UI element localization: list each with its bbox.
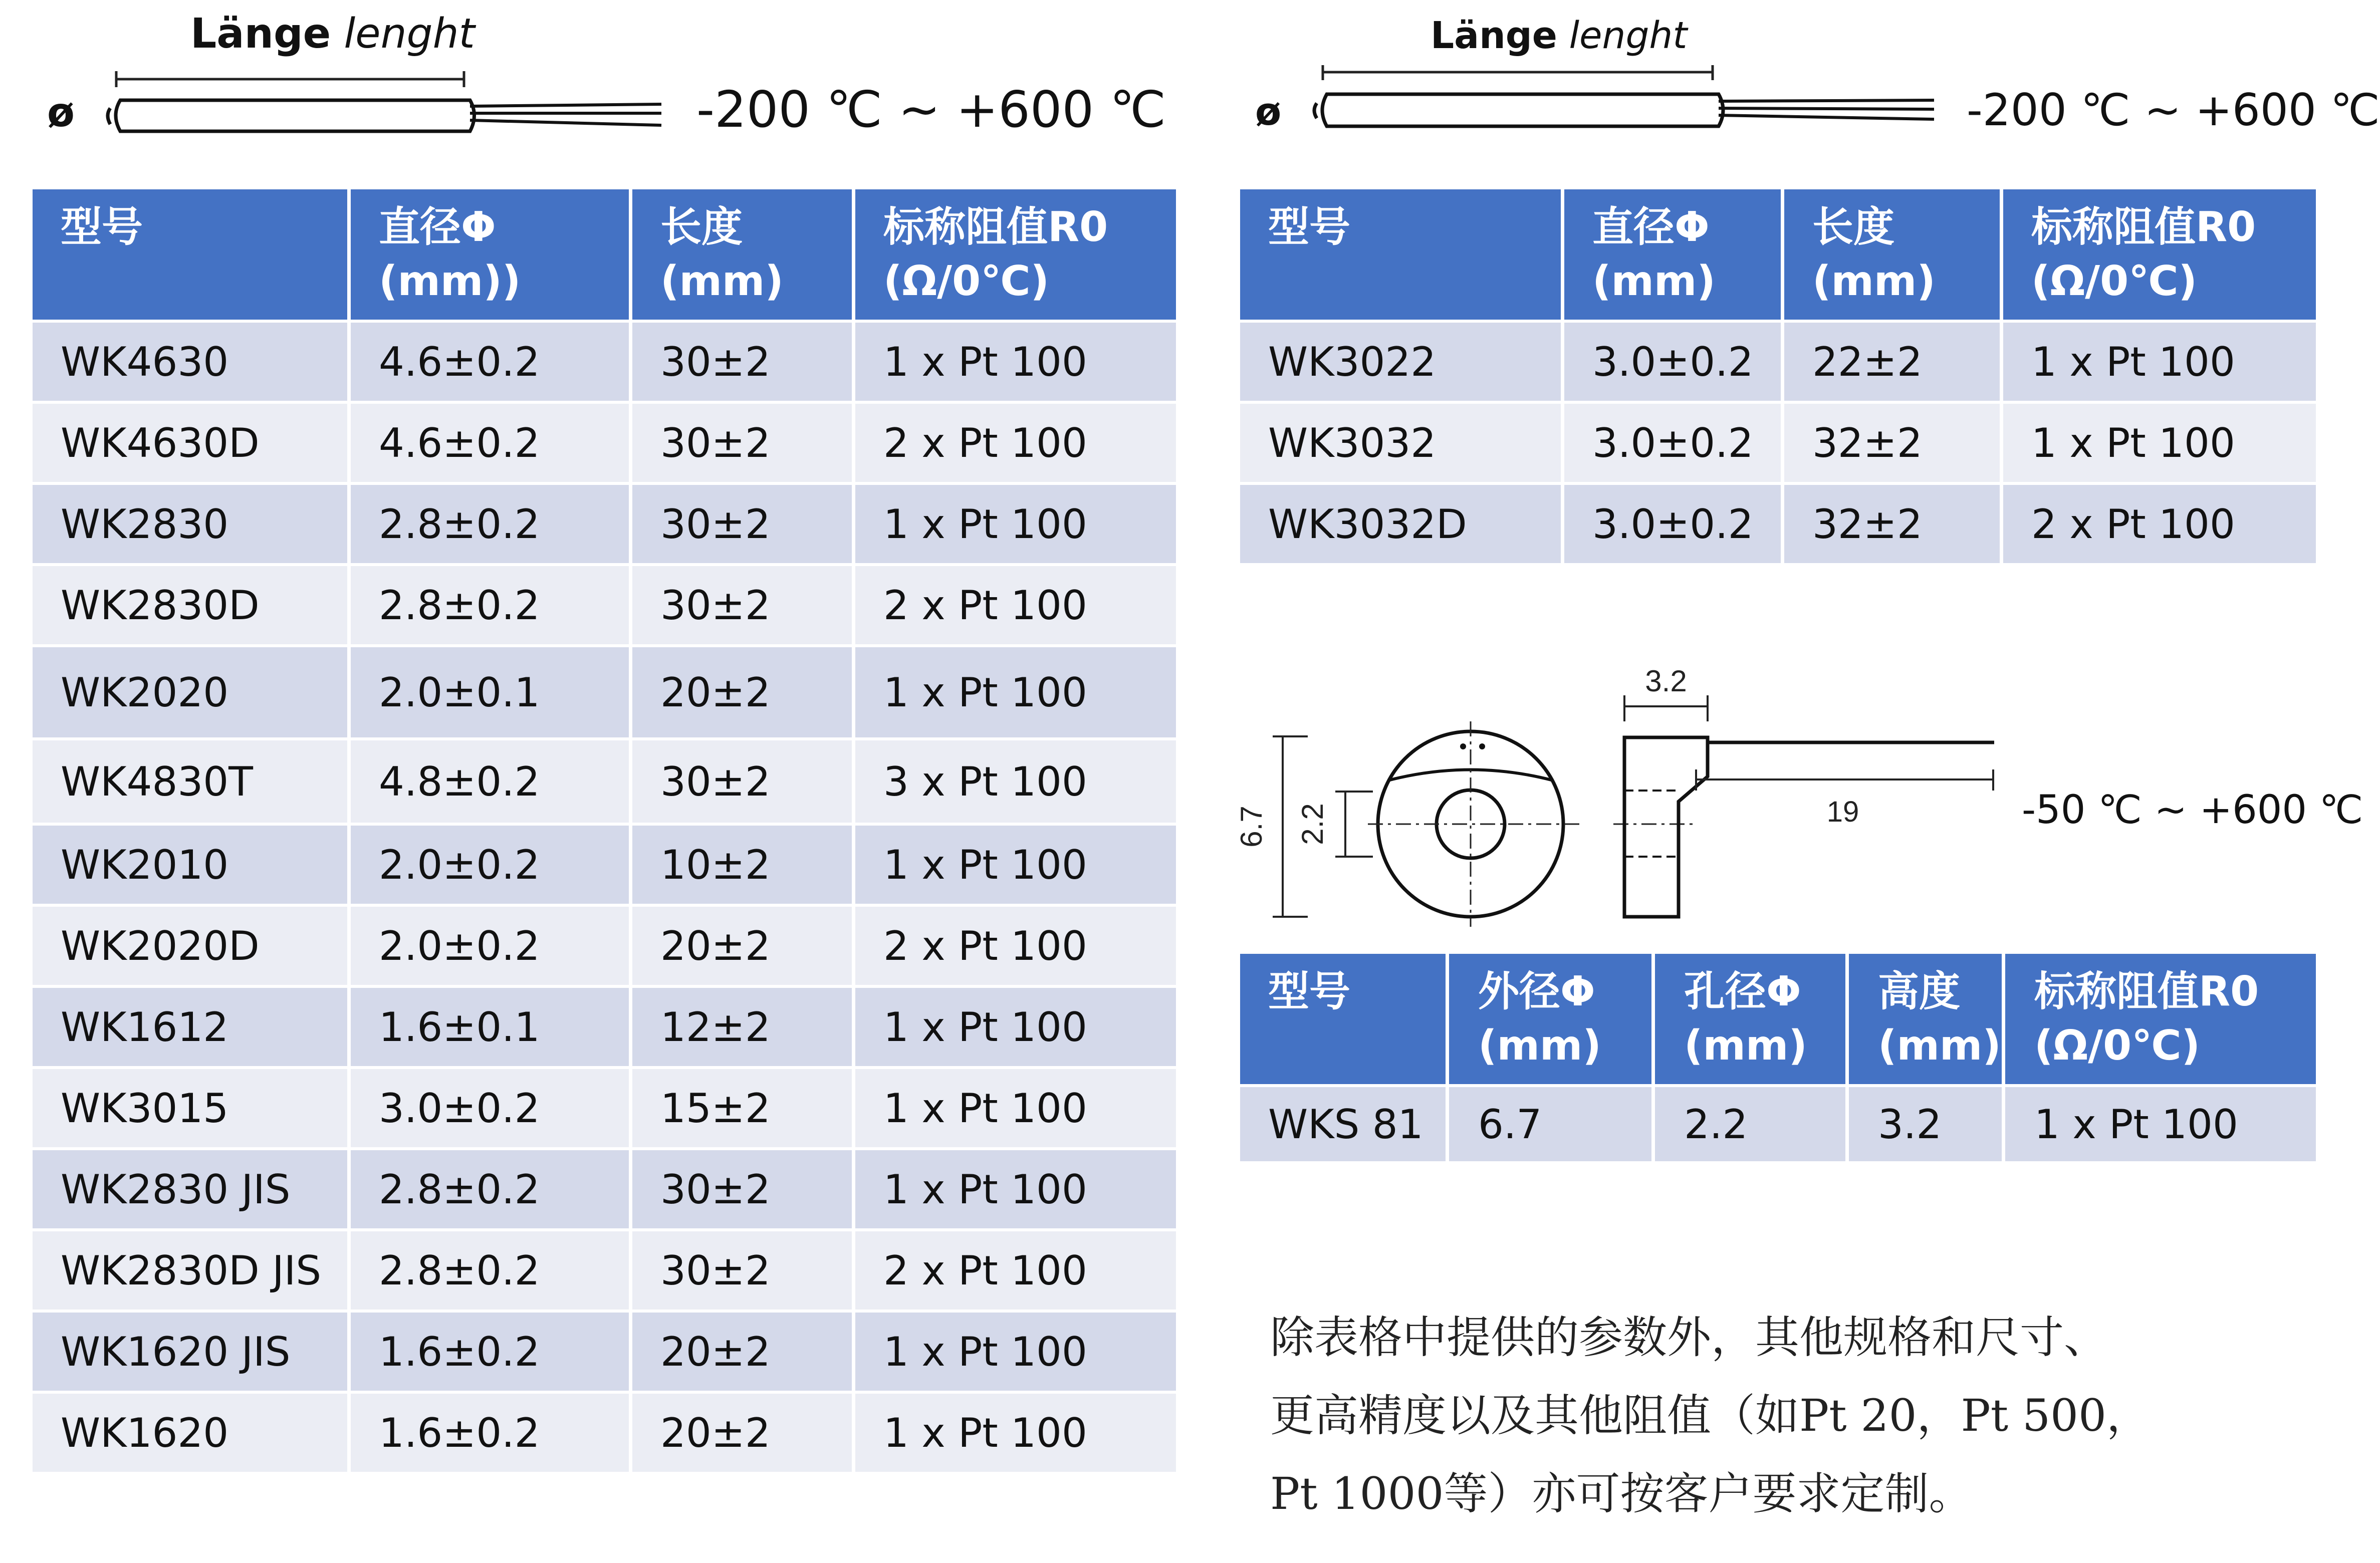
- cell-model: WK2830 JIS: [33, 1150, 347, 1228]
- dim-outer-label: 6.7: [1235, 806, 1268, 848]
- cell-diameter: 3.0±0.2: [1564, 323, 1781, 401]
- table-row: [1240, 485, 2316, 563]
- right-temp-range: -200 ℃ ~ +600 ℃: [1967, 84, 2380, 136]
- left-length-label: [190, 10, 475, 58]
- left-header-diameter: 直径Φ (mm)): [351, 189, 629, 320]
- cell-resistance: 1 x Pt 100: [855, 1394, 1176, 1472]
- cell-resistance: 1 x Pt 100: [855, 1069, 1176, 1147]
- right-bottom-header-outer: 外径Φ (mm): [1449, 954, 1651, 1084]
- right-bottom-table-header: [1240, 954, 2316, 1084]
- cell-resistance: 1 x Pt 100: [855, 647, 1176, 737]
- right-bottom-header-hole: 孔径Φ (mm): [1655, 954, 1845, 1084]
- left-table-header: [33, 189, 1176, 320]
- right-top-header-model: 型号: [1240, 189, 1561, 320]
- left-length-label-de: Länge: [190, 10, 331, 58]
- table-row: [33, 404, 1176, 482]
- cell-resistance: 2 x Pt 100: [855, 1231, 1176, 1310]
- cell-resistance: 2 x Pt 100: [2003, 485, 2316, 563]
- table-row: [33, 907, 1176, 985]
- right-bottom-header-resistance: 标称阻值R0 (Ω/0℃): [2005, 954, 2316, 1084]
- right-bottom-header-height: 高度 (mm): [1849, 954, 2002, 1084]
- cell-model: WK2830D JIS: [33, 1231, 347, 1310]
- cell-diameter: 2.0±0.1: [351, 647, 629, 737]
- right-top-header-resistance: 标称阻值R0 (Ω/0℃): [2003, 189, 2316, 320]
- cell-resistance: 1 x Pt 100: [855, 1313, 1176, 1391]
- ring-sensor-drawing: [1235, 656, 2064, 927]
- cell-diameter: 3.0±0.2: [351, 1069, 629, 1147]
- cell-diameter: 2.8±0.2: [351, 566, 629, 644]
- cell-model: WK4630D: [33, 404, 347, 482]
- table-row: [33, 826, 1176, 904]
- table-row: [33, 485, 1176, 563]
- cell-length: 20±2: [632, 1313, 852, 1391]
- note-line-3: Pt 1000等）亦可按客户要求定制。: [1270, 1468, 1973, 1519]
- cell-model: WK4830T: [33, 740, 347, 823]
- cell-length: 30±2: [632, 1150, 852, 1228]
- cell-length: 32±2: [1784, 404, 2000, 482]
- cell-diameter: 3.0±0.2: [1564, 485, 1781, 563]
- cell-model: WK1620: [33, 1394, 347, 1472]
- left-header-length: 长度 (mm): [632, 189, 852, 320]
- cell-model: WK2020D: [33, 907, 347, 985]
- cell-diameter: 2.0±0.2: [351, 907, 629, 985]
- cell-length: 30±2: [632, 566, 852, 644]
- cell-hole: 2.2: [1655, 1087, 1845, 1161]
- custom-spec-note: [1270, 1298, 2297, 1533]
- table-row: [33, 1313, 1176, 1391]
- cell-model: WK3032: [1240, 404, 1561, 482]
- cell-diameter: 1.6±0.2: [351, 1313, 629, 1391]
- left-spec-table: [29, 186, 1179, 1475]
- cell-length: 10±2: [632, 826, 852, 904]
- cell-resistance: 1 x Pt 100: [2005, 1087, 2316, 1161]
- right-top-spec-table: [1237, 186, 2319, 566]
- table-row: [33, 566, 1176, 644]
- cell-model: WK1612: [33, 988, 347, 1066]
- cell-length: 20±2: [632, 647, 852, 737]
- cell-resistance: 2 x Pt 100: [855, 566, 1176, 644]
- cell-model: WK2010: [33, 826, 347, 904]
- cell-length: 20±2: [632, 1394, 852, 1472]
- cell-diameter: 4.6±0.2: [351, 404, 629, 482]
- cell-resistance: 2 x Pt 100: [855, 404, 1176, 482]
- cell-diameter: 2.8±0.2: [351, 485, 629, 563]
- dim-lead-label: 19: [1826, 796, 1859, 828]
- cell-model: WK2830: [33, 485, 347, 563]
- cell-length: 32±2: [1784, 485, 2000, 563]
- cell-diameter: 1.6±0.2: [351, 1394, 629, 1472]
- table-row: [33, 1394, 1176, 1472]
- table-row: [33, 647, 1176, 737]
- table-row: [33, 1231, 1176, 1310]
- cell-diameter: 2.0±0.2: [351, 826, 629, 904]
- right-bottom-spec-table: [1237, 951, 2319, 1164]
- cell-resistance: 1 x Pt 100: [855, 1150, 1176, 1228]
- ring-temp-range: -50 ℃ ~ +600 ℃: [2022, 788, 2363, 833]
- left-temp-range: -200 ℃ ~ +600 ℃: [696, 80, 1166, 139]
- left-sensor-drawing: [40, 65, 676, 150]
- cell-model: WK2830D: [33, 566, 347, 644]
- table-row: [33, 1069, 1176, 1147]
- cell-resistance: 1 x Pt 100: [855, 988, 1176, 1066]
- table-row: [1240, 1087, 2316, 1161]
- cell-model: WK1620 JIS: [33, 1313, 347, 1391]
- cell-model: WK3032D: [1240, 485, 1561, 563]
- right-sensor-drawing: [1303, 65, 1944, 150]
- left-diameter-symbol: ø: [47, 89, 75, 136]
- right-length-label-en: lenght: [1569, 14, 1688, 57]
- cell-resistance: 1 x Pt 100: [2003, 323, 2316, 401]
- right-length-label: [1431, 14, 1687, 57]
- table-row: [33, 988, 1176, 1066]
- right-top-header-length: 长度 (mm): [1784, 189, 2000, 320]
- cell-diameter: 3.0±0.2: [1564, 404, 1781, 482]
- table-row: [33, 1150, 1176, 1228]
- cell-length: 30±2: [632, 404, 852, 482]
- table-row: [33, 740, 1176, 823]
- cell-diameter: 1.6±0.1: [351, 988, 629, 1066]
- right-length-label-de: Länge: [1431, 14, 1557, 57]
- cell-diameter: 4.8±0.2: [351, 740, 629, 823]
- cell-resistance: 1 x Pt 100: [2003, 404, 2316, 482]
- cell-resistance: 1 x Pt 100: [855, 485, 1176, 563]
- left-length-label-en: lenght: [344, 10, 475, 58]
- cell-model: WK3022: [1240, 323, 1561, 401]
- cell-length: 30±2: [632, 740, 852, 823]
- cell-diameter: 2.8±0.2: [351, 1231, 629, 1310]
- right-top-table-header: [1240, 189, 2316, 320]
- cell-length: 15±2: [632, 1069, 852, 1147]
- cell-resistance: 3 x Pt 100: [855, 740, 1176, 823]
- table-row: [1240, 404, 2316, 482]
- left-header-resistance: 标称阻值R0 (Ω/0℃): [855, 189, 1176, 320]
- right-top-header-diameter: 直径Φ (mm): [1564, 189, 1781, 320]
- cell-length: 22±2: [1784, 323, 2000, 401]
- cell-model: WK3015: [33, 1069, 347, 1147]
- cell-height: 3.2: [1849, 1087, 2002, 1161]
- cell-length: 30±2: [632, 1231, 852, 1310]
- note-line-1: 除表格中提供的参数外，其他规格和尺寸、: [1270, 1312, 2108, 1363]
- cell-model: WK4630: [33, 323, 347, 401]
- cell-length: 30±2: [632, 485, 852, 563]
- cell-model: WK2020: [33, 647, 347, 737]
- cell-resistance: 2 x Pt 100: [855, 907, 1176, 985]
- cell-resistance: 1 x Pt 100: [855, 323, 1176, 401]
- right-bottom-header-model: 型号: [1240, 954, 1446, 1084]
- dim-inner-label: 2.2: [1296, 803, 1329, 845]
- cell-model: WKS 81: [1240, 1087, 1446, 1161]
- cell-length: 20±2: [632, 907, 852, 985]
- table-row: [33, 323, 1176, 401]
- cell-diameter: 2.8±0.2: [351, 1150, 629, 1228]
- cell-length: 30±2: [632, 323, 852, 401]
- table-row: [1240, 323, 2316, 401]
- cell-resistance: 1 x Pt 100: [855, 826, 1176, 904]
- cell-diameter: 4.6±0.2: [351, 323, 629, 401]
- right-diameter-symbol: ø: [1255, 89, 1282, 134]
- cell-length: 12±2: [632, 988, 852, 1066]
- note-line-2: 更高精度以及其他阻值（如Pt 20，Pt 500，: [1270, 1390, 2151, 1441]
- cell-outer: 6.7: [1449, 1087, 1651, 1161]
- dim-height-label: 3.2: [1645, 664, 1687, 698]
- left-header-model: 型号: [33, 189, 347, 320]
